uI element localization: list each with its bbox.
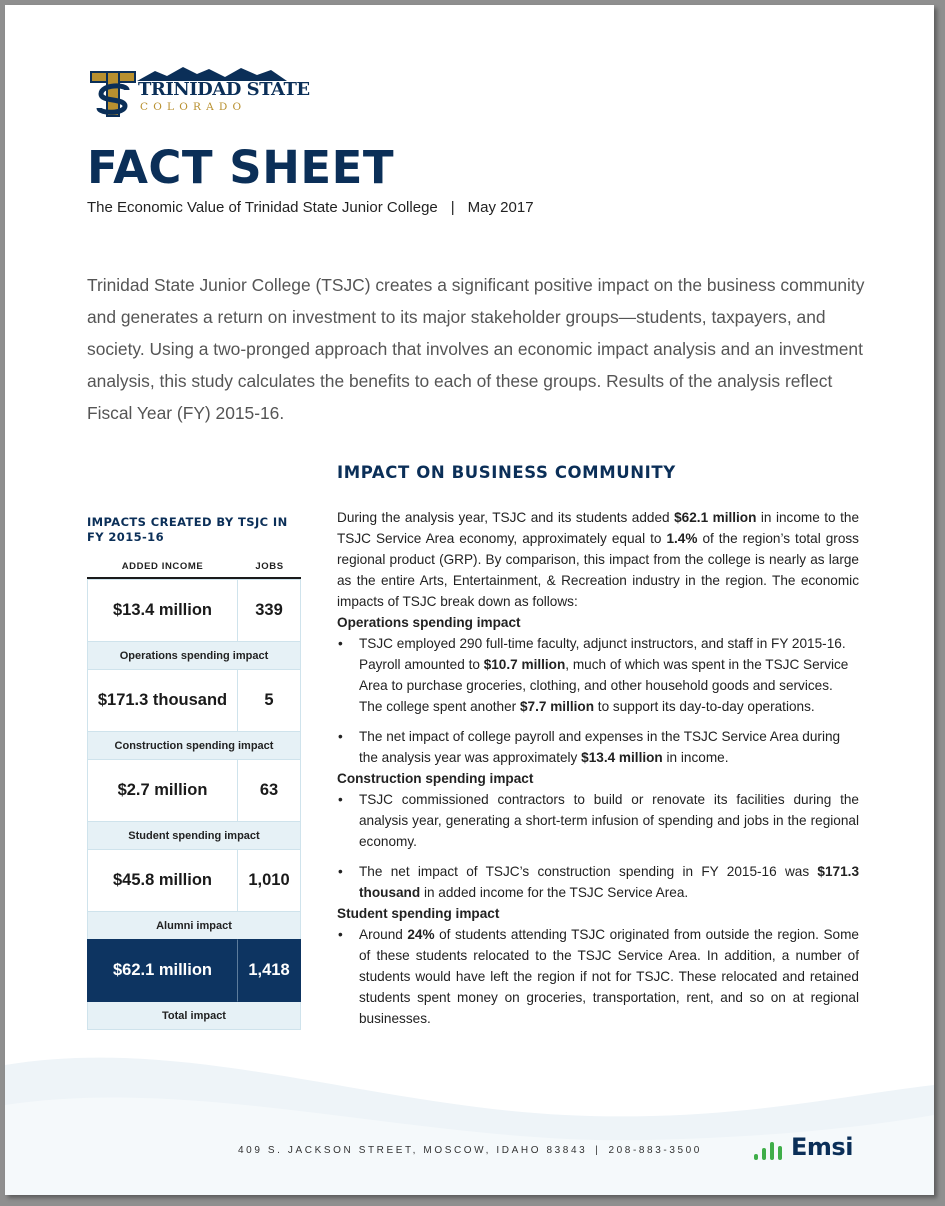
subtitle-separator: | xyxy=(450,199,455,216)
impact-section-heading: IMPACT ON BUSINESS COMMUNITY xyxy=(337,463,676,482)
subtitle-report-name: The Economic Value of Trinidad State Junior College xyxy=(87,199,438,216)
logo-wordmark: TRINIDAD STATE xyxy=(138,79,310,100)
emsi-bars-icon xyxy=(753,1136,787,1162)
income-value: $45.8 million xyxy=(87,849,237,912)
trinidad-state-logo xyxy=(87,65,310,125)
fact-sheet-page xyxy=(5,5,934,1195)
jobs-value: 339 xyxy=(237,579,301,642)
row-label: Student spending impact xyxy=(87,822,301,849)
jobs-value: 1,010 xyxy=(237,849,301,912)
construction-heading: Construction spending impact xyxy=(337,771,534,786)
table-row xyxy=(87,669,301,732)
intro-paragraph: Trinidad State Junior College (TSJC) creates a significant positive impact on the business community and generates a return on investment to its major stakeholder groups—students, taxpayers, and society. Using a two-pronged approach that involves an economic impact analysis and an investment analysis, this study calculates the benefits to each of these groups. Results of the analysis reflect Fiscal Year (FY) 2015-16. xyxy=(87,275,865,423)
page-subtitle xyxy=(87,199,534,216)
jobs-value: 5 xyxy=(237,669,301,732)
logo-subwordmark: COLORADO xyxy=(140,101,247,113)
list-item: • The net impact of TSJC’s construction spending in FY 2015-16 was $171.3 thousand in added income for the TSJC Service Area. xyxy=(337,861,859,903)
footer-separator: | xyxy=(595,1145,601,1156)
page-title: FACT SHEET xyxy=(87,141,395,194)
impacts-table-header xyxy=(87,561,301,579)
emsi-logo xyxy=(753,1133,863,1163)
income-value: $171.3 thousand xyxy=(87,669,237,732)
background-wave xyxy=(5,1045,934,1195)
footer-address: 409 S. JACKSON STREET, MOSCOW, IDAHO 83843 xyxy=(238,1145,588,1156)
list-item: • TSJC commissioned contractors to build or renovate its facilities during the analysis year, generating a short-term infusion of spending and jobs in the regional economy. xyxy=(337,789,859,852)
student-spending-heading: Student spending impact xyxy=(337,906,500,921)
list-item: • The net impact of college payroll and expenses in the TSJC Service Area during the analysis year was approximately $13.4 million in income. xyxy=(337,726,859,768)
income-value: $2.7 million xyxy=(87,759,237,822)
operations-heading: Operations spending impact xyxy=(337,615,521,630)
table-row xyxy=(87,849,301,912)
list-item: • Around 24% of students attending TSJC originated from outside the region. Some of these students relocated to the TSJC Service Area. In addition, a number of students would have left the region if not for TSJC. These relocated and retained students spent money on groceries, transportation, rent, and so on at regional businesses. xyxy=(337,924,859,1029)
table-row xyxy=(87,759,301,822)
emsi-wordmark: Emsi xyxy=(791,1133,853,1161)
row-label: Construction spending impact xyxy=(87,732,301,759)
row-label-total: Total impact xyxy=(87,1002,301,1030)
ts-monogram-icon xyxy=(87,68,139,120)
table-row-total xyxy=(87,939,301,1002)
list-item: • TSJC employed 290 full-time faculty, adjunct instructors, and staff in FY 2015-16. Payroll amounted to $10.7 million, much of which was spent in the TSJC Service Area to purchase groceries, clothing, and other household goods and services. The college spent another $7.7 million to support its day-to-day operations. xyxy=(337,633,859,717)
impact-body xyxy=(337,507,859,1029)
total-jobs-value: 1,418 xyxy=(237,939,301,1002)
impacts-table xyxy=(87,561,301,1030)
jobs-value: 63 xyxy=(237,759,301,822)
impact-intro-paragraph: During the analysis year, TSJC and its students added $62.1 million in income to the TSJC Service Area economy, approximately equal to 1.4% of the region’s total gross regional product (GRP). By comparison, this impact from the college is nearly as large as the entire Arts, Entertainment, & Recreation industry in the region. The economic impacts of TSJC break down as follows: xyxy=(337,510,859,609)
column-header-jobs: JOBS xyxy=(255,561,284,572)
impacts-table-heading: IMPACTS CREATED BY TSJC IN FY 2015-16 xyxy=(87,515,288,544)
footer-phone: 208-883-3500 xyxy=(608,1145,702,1156)
column-header-income: ADDED INCOME xyxy=(121,561,204,572)
row-label: Alumni impact xyxy=(87,912,301,939)
total-income-value: $62.1 million xyxy=(87,939,237,1002)
row-label: Operations spending impact xyxy=(87,642,301,669)
table-row xyxy=(87,579,301,642)
income-value: $13.4 million xyxy=(87,579,237,642)
footer-contact xyxy=(238,1145,702,1156)
subtitle-date: May 2017 xyxy=(467,199,534,216)
